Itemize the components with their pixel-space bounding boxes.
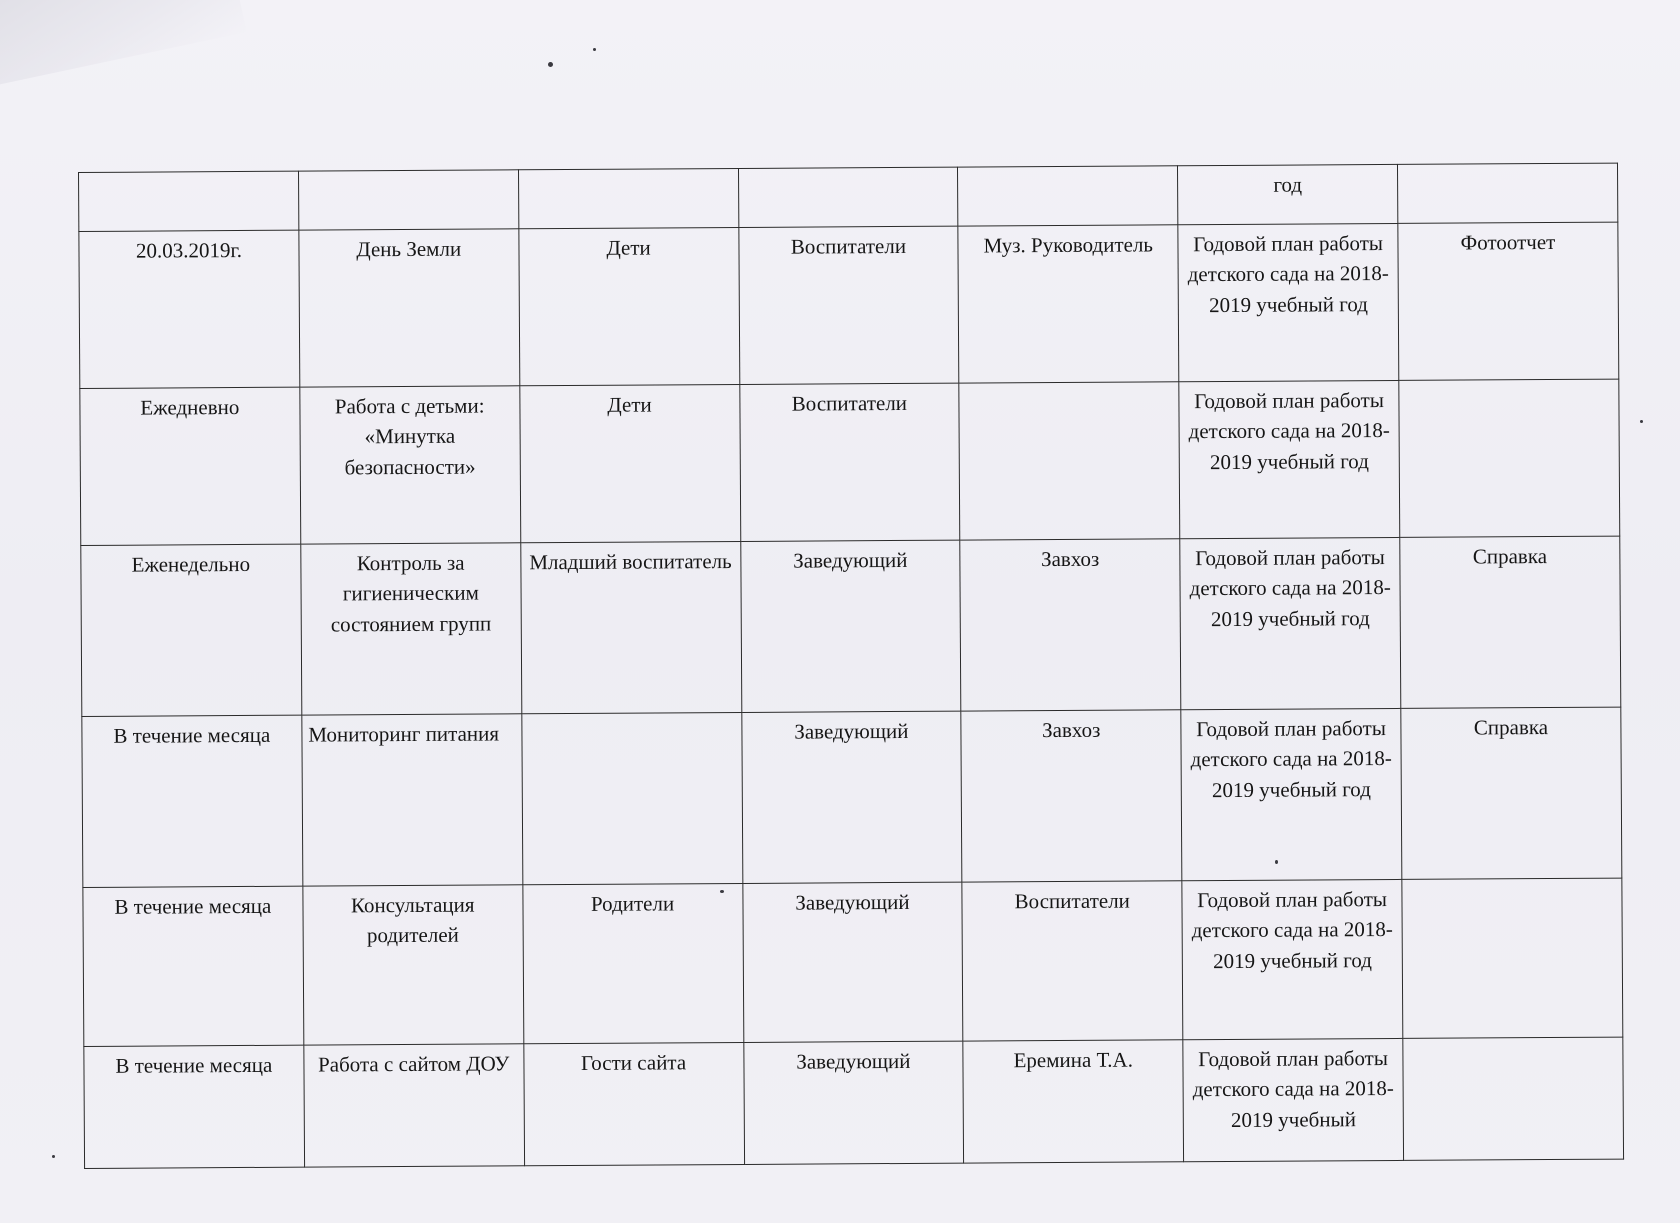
date-cell: 20.03.2019г. <box>79 230 300 388</box>
table-cell <box>298 170 518 230</box>
result-cell: Фотоотчет <box>1398 222 1619 380</box>
event-cell: День Земли <box>299 229 520 387</box>
table-cell: год <box>1178 164 1398 224</box>
basis-cell: Годовой план работы детского сада на 2018-2019 учебный год <box>1180 537 1401 709</box>
page-corner-fold <box>0 0 247 86</box>
event-cell: Работа с детьми: «Минутка безопасности» <box>300 386 521 544</box>
table-row <box>83 878 1623 1046</box>
plan-table-container <box>78 163 1624 1132</box>
table-cell <box>79 171 299 231</box>
table-row-header <box>79 163 1618 231</box>
event-cell: Мониторинг питания <box>302 714 523 886</box>
participants-cell <box>522 712 743 884</box>
basis-cell: Годовой план работы детского сада на 2018-2019 учебный год <box>1181 708 1402 880</box>
table-cell <box>1398 163 1618 223</box>
basis-cell: Годовой план работы детского сада на 2018-2019 учебный год <box>1178 223 1399 381</box>
responsible-cell: Заведующий <box>740 540 961 712</box>
participants-cell: Младший воспитатель <box>520 541 741 713</box>
date-cell: В течение месяца <box>82 715 303 887</box>
coexecutor-cell <box>959 382 1180 540</box>
table-cell <box>958 166 1178 226</box>
result-cell: Справка <box>1400 536 1621 708</box>
table-row <box>79 222 1619 388</box>
coexecutor-cell: Еремина Т.А. <box>963 1040 1184 1163</box>
result-cell: Справка <box>1401 707 1622 879</box>
date-cell: В течение месяца <box>83 886 304 1046</box>
coexecutor-cell: Завхоз <box>960 539 1181 711</box>
event-cell: Контроль за гигиеническим состоянием групп <box>301 543 522 715</box>
table-row <box>81 536 1621 716</box>
table-row <box>80 379 1620 545</box>
date-cell: Ежедневно <box>80 387 301 545</box>
basis-cell: Годовой план работы детского сада на 2018-2019 учебный <box>1183 1038 1404 1161</box>
responsible-cell: Заведующий <box>743 1041 964 1164</box>
responsible-cell: Воспитатели <box>738 226 959 384</box>
result-cell <box>1403 1037 1624 1160</box>
table-row <box>82 707 1622 887</box>
basis-cell: Годовой план работы детского сада на 2018-2019 учебный год <box>1179 380 1400 538</box>
table-cell <box>518 168 738 228</box>
event-cell: Консультация родителей <box>303 885 524 1045</box>
participants-cell: Дети <box>520 384 741 542</box>
participants-cell: Родители <box>523 883 744 1043</box>
result-cell <box>1402 878 1623 1038</box>
participants-cell: Дети <box>519 227 740 385</box>
coexecutor-cell: Муз. Руководитель <box>958 225 1179 383</box>
responsible-cell: Воспитатели <box>739 383 960 541</box>
plan-table <box>78 163 1624 1169</box>
event-cell: Работа с сайтом ДОУ <box>304 1044 525 1167</box>
result-cell <box>1399 379 1620 537</box>
coexecutor-cell: Воспитатели <box>962 881 1183 1041</box>
responsible-cell: Заведующий <box>742 882 963 1042</box>
date-cell: Еженедельно <box>81 544 302 716</box>
responsible-cell: Заведующий <box>741 711 962 883</box>
coexecutor-cell: Завхоз <box>961 710 1182 882</box>
basis-cell: Годовой план работы детского сада на 2018-2019 учебный год <box>1182 879 1403 1039</box>
participants-cell: Гости сайта <box>524 1042 745 1165</box>
table-cell <box>738 167 958 227</box>
table-row <box>84 1037 1624 1168</box>
date-cell: В течение месяца <box>84 1045 305 1168</box>
